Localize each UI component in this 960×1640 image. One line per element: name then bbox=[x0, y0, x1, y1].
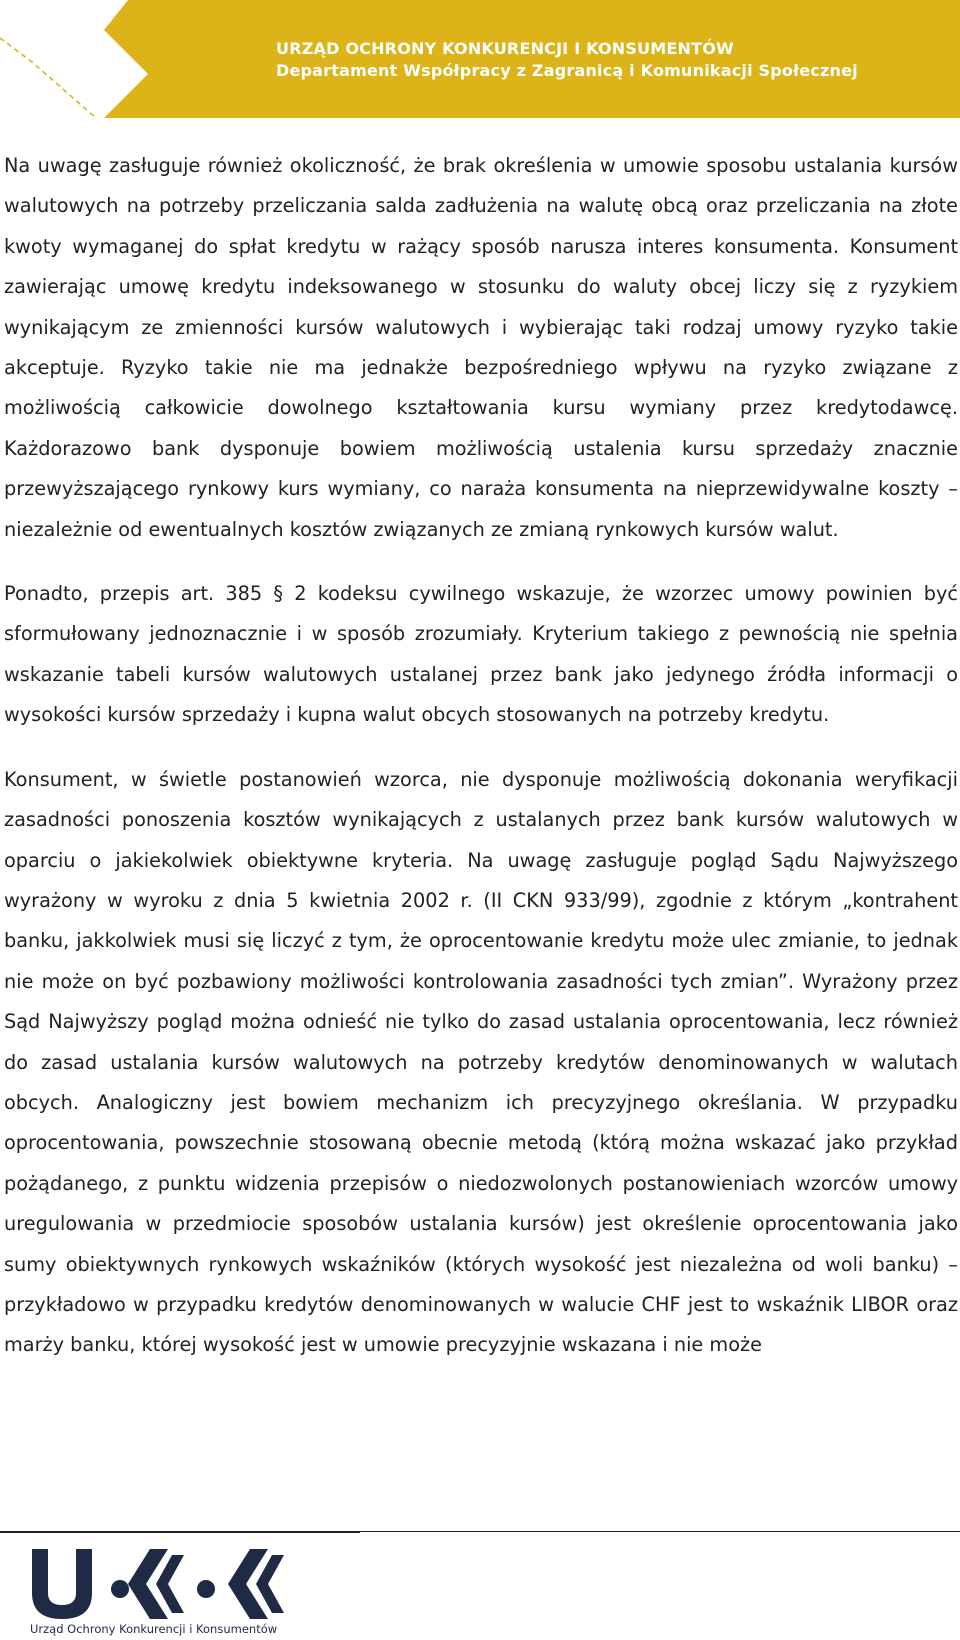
header-band bbox=[0, 0, 960, 118]
header-title: URZĄD OCHRONY KONKURENCJI I KONSUMENTÓW bbox=[276, 39, 734, 58]
footer-divider bbox=[0, 1531, 960, 1532]
paragraph: Ponadto, przepis art. 385 § 2 kodeksu cywilnego wskazuje, że wzorzec umowy powinien być sformułowany jednoznacznie i w sposób zrozumiały. Kryterium takiego z pewnością nie spełnia wskazanie tabeli kursów walutowych ustalanej przez bank jako jedynego źródła informacji o wysokości kursów sprzedaży i kupna walut obcych stosowanych na potrzeby kredytu. bbox=[4, 582, 958, 727]
uokik-logo-mark bbox=[28, 1545, 308, 1625]
footer-divider-accent bbox=[0, 1531, 360, 1533]
header-dashed-line bbox=[0, 38, 96, 118]
header-subtitle: Departament Współpracy z Zagranicą i Komunikacji Społecznej bbox=[276, 61, 858, 80]
logo-caption: Urząd Ochrony Konkurencji i Konsumentów bbox=[30, 1622, 278, 1636]
paragraph: Na uwagę zasługuje również okoliczność, że brak określenia w umowie sposobu ustalania kursów walutowych na potrzeby przeliczania salda zadłużenia na walutę obcą oraz przeliczania na złote kwoty wymaganej do spłat kredytu w rażący sposób narusza interes konsumenta. Konsument zawierając umowę kredytu indeksowanego w stosunku do waluty obcej liczy się z ryzykiem wynikającym ze zmienności kursów walutowych i wybierając taki rodzaj umowy ryzyko takie akceptuje. Ryzyko takie nie ma jednakże bezpośredniego wpływu na ryzyko związane z możliwością całkowicie dowolnego kształtowania kursu wymiany przez kredytodawcę. Każdorazowo bank dysponuje bowiem możliwością ustalenia kursu sprzedaży znacznie przewyższającego rynkowy kurs wymiany, co naraża konsumenta na nieprzewidywalne koszty – niezależnie od ewentualnych kosztów związanych ze zmianą rynkowych kursów walut. bbox=[4, 154, 958, 541]
paragraph: Konsument, w świetle postanowień wzorca, nie dysponuje możliwością dokonania weryfikacji zasadności ponoszenia kosztów wynikających z ustalanych przez bank kursów walutowych w oparciu o jakiekolwiek obiektywne kryteria. Na uwagę zasługuje pogląd Sądu Najwyższego wyrażony w wyroku z dnia 5 kwietnia 2002 r. (II CKN 933/99), zgodnie z którym „kontrahent banku, jakkolwiek musi się liczyć z tym, że oprocentowanie kredytu może ulec zmianie, to jednak nie może on być pozbawiony możliwości kontrolowania zasadności tych zmian”. Wyrażony przez Sąd Najwyższy pogląd można odnieść nie tylko do zasad ustalania oprocentowania, lecz również do zasad ustalania kursów walutowych na potrzeby kredytów denominowanych w walutach obcych. Analogiczny jest bowiem mechanizm ich precyzyjnego określania. W przypadku oprocentowania, powszechnie stosowaną obecnie metodą (którą można wskazać jako przykład pożądanego, z punktu widzenia przepisów o niedozwolonych postanowieniach wzorców umowy uregulowania w przedmiocie sposobów ustalania kursów) jest określenie oprocentowania jako sumy obiektywnych rynkowych wskaźników (których wysokość jest niezależna od woli banku) – przykładowo w przypadku kredytów denominowanych w walucie CHF jest to wskaźnik LIBOR oraz marży banku, której wysokość jest w umowie precyzyjnie wskazana i nie może bbox=[4, 767, 958, 1357]
document-body bbox=[4, 146, 958, 1366]
header-text-block bbox=[276, 38, 858, 82]
